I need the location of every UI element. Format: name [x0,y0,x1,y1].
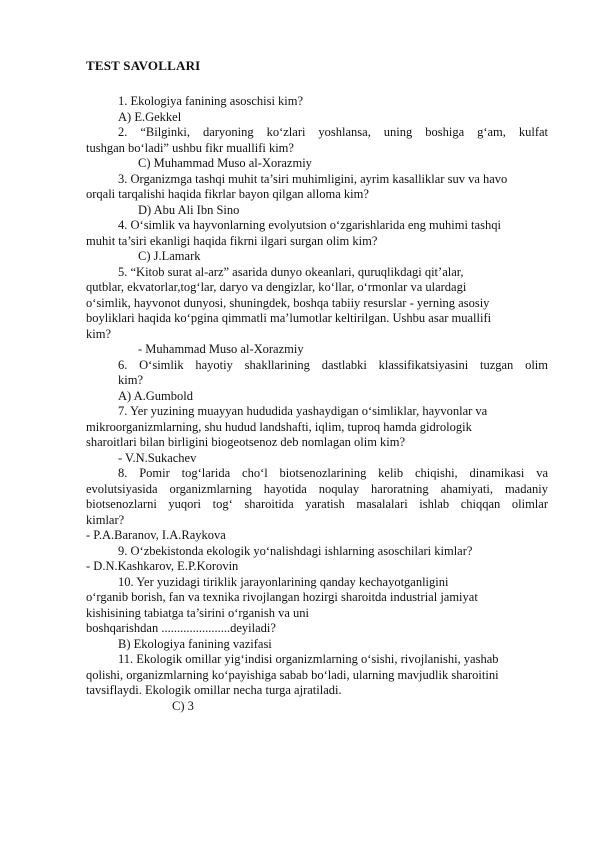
question-4-line-2: muhit ta’siri ekanligi haqida fikrni ilgari surgan olim kim? [86,233,378,248]
question-10-line-4: boshqarishdan ......................deyiladi? [86,621,276,635]
question-11-line-1: 11. Ekologik omillar yig‘indisi organizmlarning o‘sishi, rivojlanishi, yashab [118,652,499,666]
question-10-line-3: kishisining tabiatga ta’sirini o‘rganish va uni [86,605,310,620]
question-8-line-3: biotsenozlarni yuqori tog‘ sharoitida yaratish masalalari ishlab chiqqan olimlar [86,497,548,511]
question-5-line-4: boyliklari haqida ko‘pgina qimmatli ma’lumotlar keltirilgan. Ushbu asar muallifi [86,311,492,325]
question-5-line-1: 5. “Kitob surat al-arz” asarida dunyo okeanlari, quruqlikdagi qit’alar, [118,264,464,279]
answer-11: C) 3 [172,698,194,713]
question-11-line-3: tavsiflaydi. Ekologik omillar necha turga ajratiladi. [86,683,342,697]
answer-9: - D.N.Kashkarov, E.P.Korovin [86,559,239,573]
question-11-line-2: qolishi, organizmlarning ko‘payishiga sabab bo‘ladi, ularning mavjudlik sharoitini [86,667,499,682]
question-3-line-1: 3. Organizmga tashqi muhit ta’siri muhimligini, ayrim kasalliklar suv va havo [118,171,508,186]
question-list [86,94,548,714]
answer-2: C) Muhammad Muso al-Xorazmiy [138,156,312,170]
answer-10: B) Ekologiya fanining vazifasi [118,636,272,651]
page-title: TEST SAVOLLARI [86,58,201,73]
question-7-line-3: sharoitlari bilan birligini biogeotsenoz deb nomlagan olim kim? [86,435,406,449]
answer-4: C) J.Lamark [138,249,201,263]
question-6-line-2: kim? [118,373,143,387]
answer-7: - V.N.Sukachev [118,450,197,465]
answer-8: - P.A.Baranov, I.A.Raykova [86,528,226,542]
question-8-line-1: 8. Pomir tog‘larida cho‘l biotsenozlarining kelib chiqishi, dinamikasi va [118,466,548,480]
question-5-line-5: kim? [86,326,111,341]
question-3-line-2: orqali tarqalishi haqida fikrlar bayon qilgan alloma kim? [86,187,369,201]
answer-3: D) Abu Ali Ibn Sino [138,202,240,217]
question-2-line-1: 2. “Bilginki, daryoning ko‘zlari yoshlansa, uning boshiga g‘am, kulfat [118,125,548,139]
question-7-line-1: 7. Yer yuzining muayyan hududida yashaydigan o‘simliklar, hayvonlar va [118,404,488,418]
question-5-line-2: qutblar, ekvatorlar,tog‘lar, daryo va dengizlar, ko‘llar, o‘rmonlar va ulardagi [86,280,467,294]
question-8-line-4: kimlar? [86,512,125,527]
question-10-line-1: 10. Yer yuzidagi tiriklik jarayonlarining qanday kechayotganligini [118,574,449,589]
question-9: 9. O‘zbekistonda ekologik yo‘nalishdagi ishlarning asoschilari kimlar? [118,543,473,558]
question-7-line-2: mikroorganizmlarning, shu hudud landshafti, iqlim, tuproq hamda gidrologik [86,419,472,434]
question-8-line-2: evolutsiyasida organizmlarning hayotida noqulay haroratning ahamiyati, madaniy [86,481,548,496]
question-10-line-2: o‘rganib borish, fan va texnika rivojlangan hozirgi sharoitda industrial jamiyat [86,590,478,604]
question-5-line-3: o‘simlik, hayvonot dunyosi, shuningdek, boshqa tabiiy resurslar - yerning asosiy [86,295,490,310]
question-2-line-2: tushgan bo‘ladi” ushbu fikr muallifi kim? [86,140,294,155]
answer-5: - Muhammad Muso al-Xorazmiy [138,342,304,356]
question-6-line-1: 6. O‘simlik hayotiy shakllarining dastlabki klassifikatsiyasini tuzgan olim [118,357,548,372]
answer-1: A) E.Gekkel [118,109,182,124]
question-4-line-1: 4. O‘simlik va hayvonlarning evolyutsion o‘zgarishlarida eng muhimi tashqi [118,218,501,232]
answer-6: A) A.Gumbold [118,388,193,403]
question-1: 1. Ekologiya fanining asoschisi kim? [118,94,304,108]
